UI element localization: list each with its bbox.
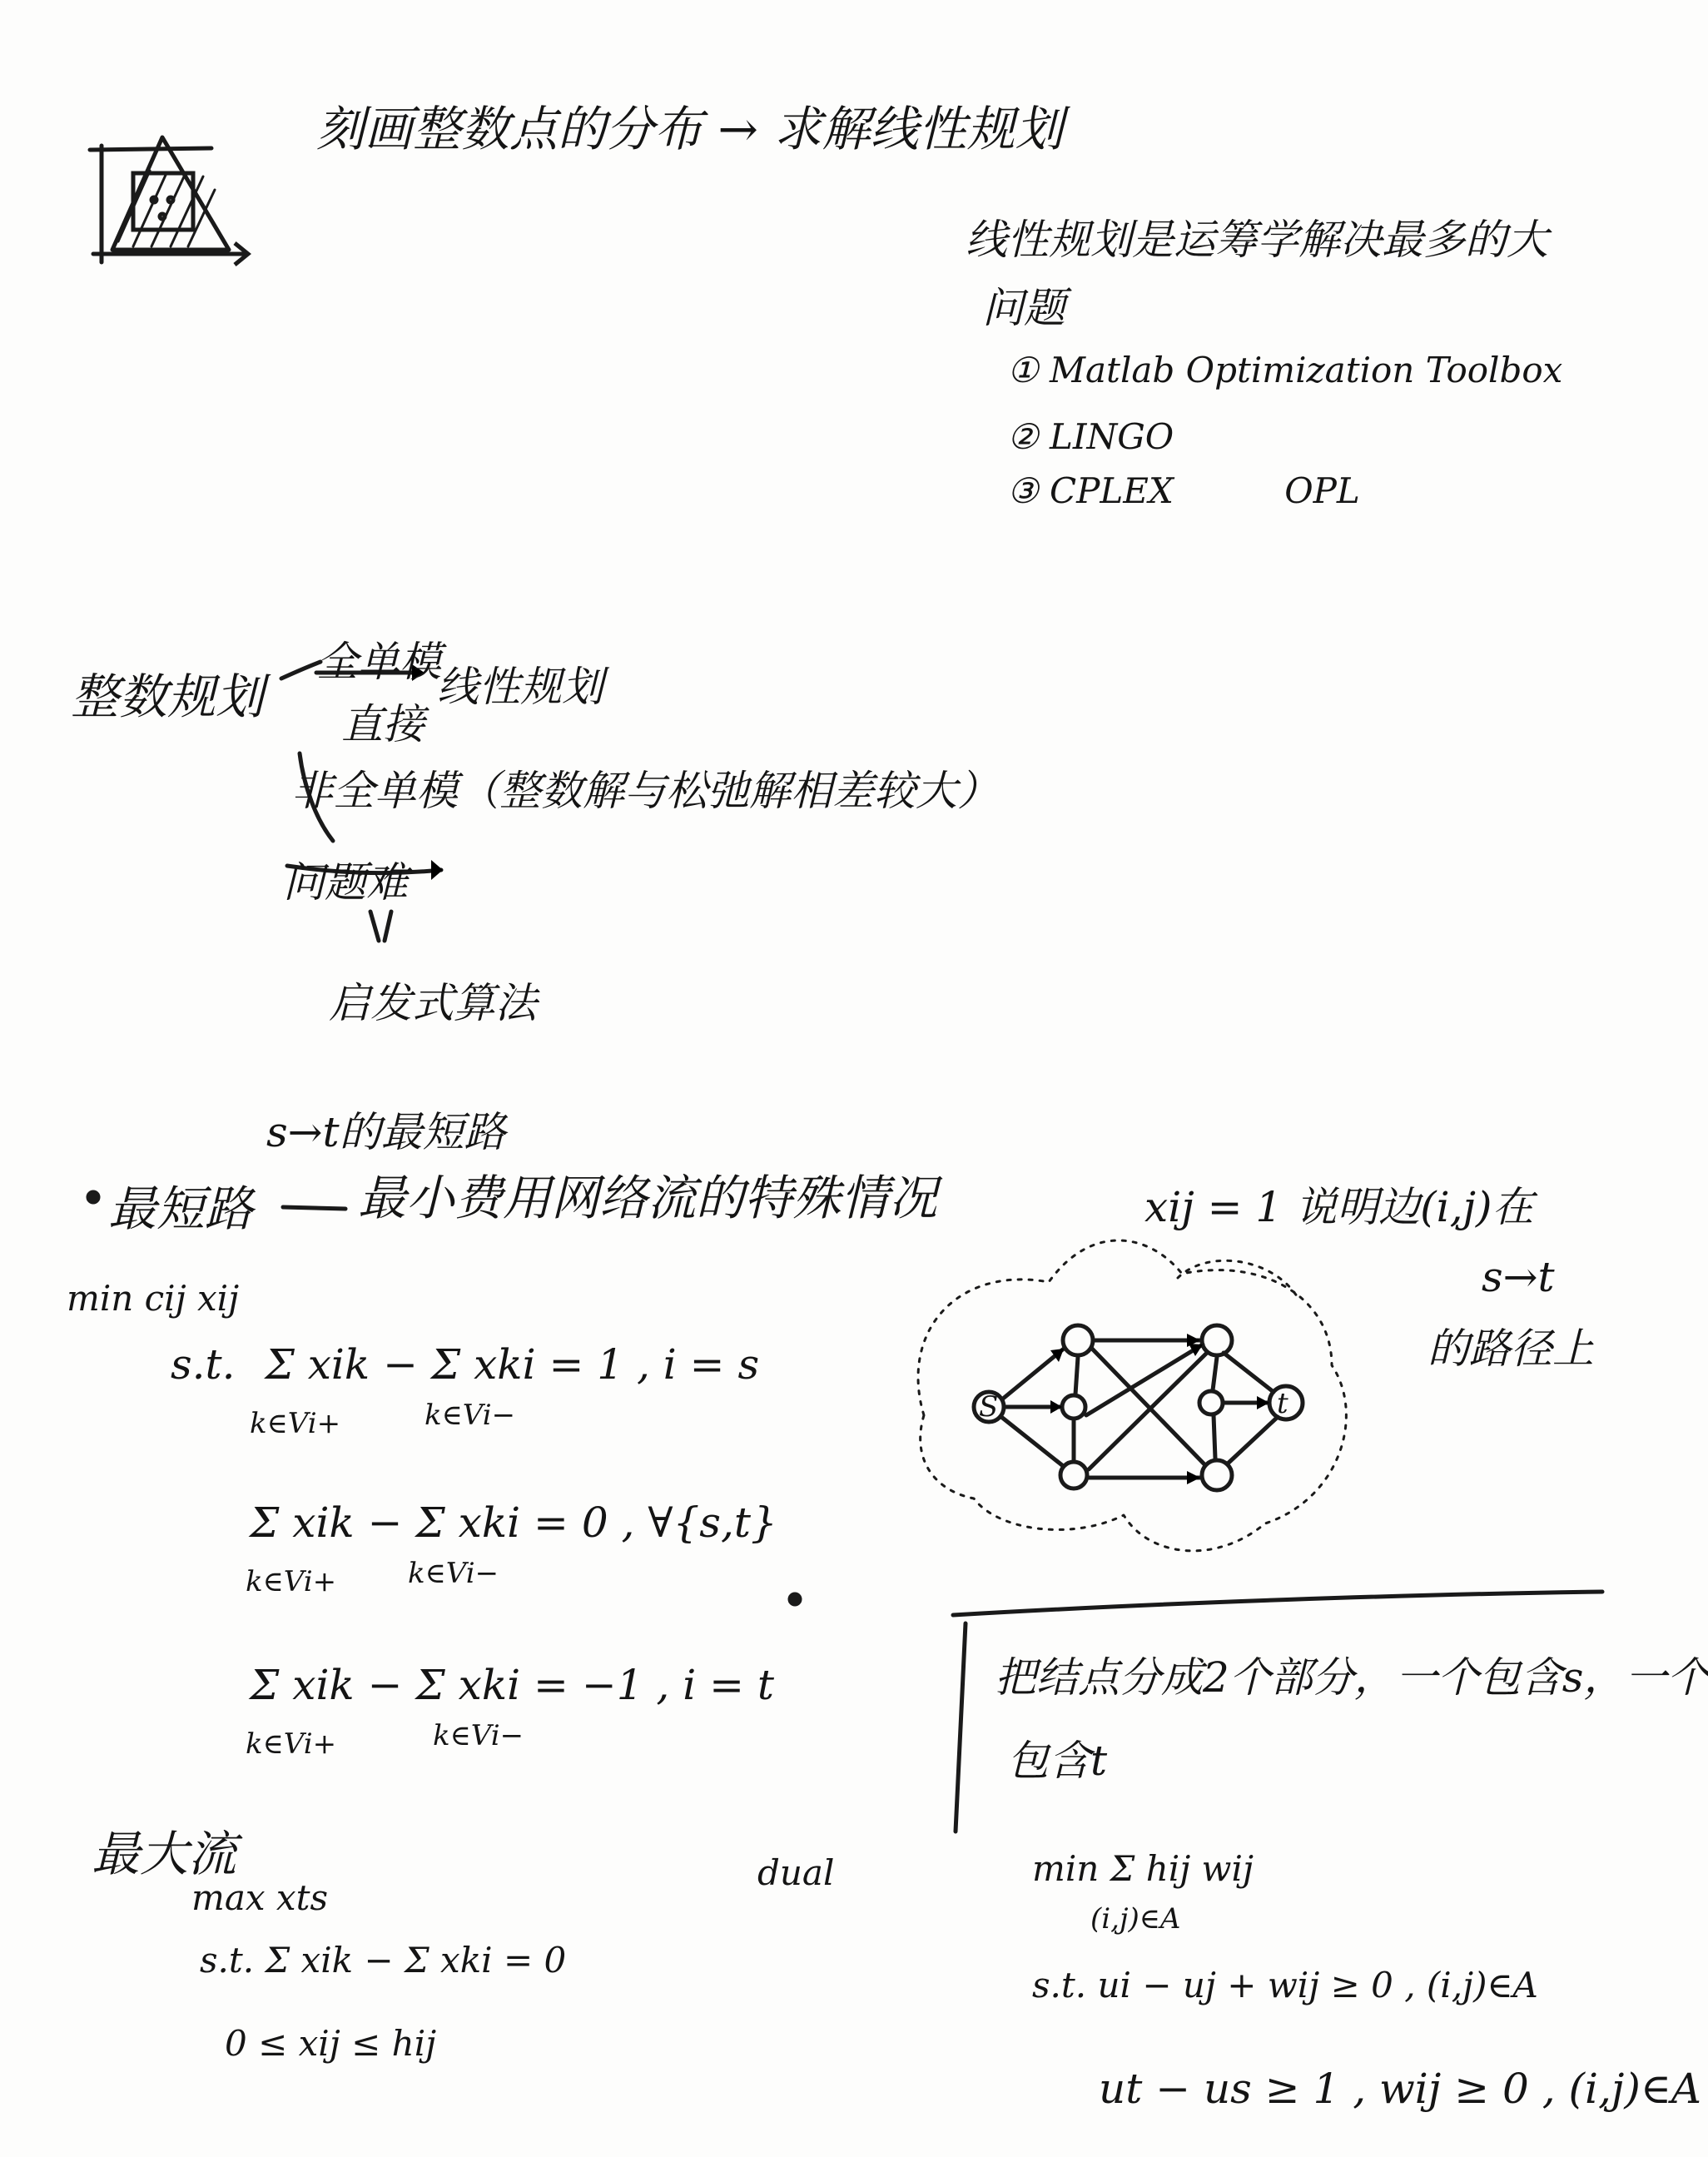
graph-node-s-label: S [979, 1390, 999, 1424]
tool-item-cplex [1007, 470, 1360, 511]
tool-extra: OPL [1284, 470, 1360, 511]
sp-c3-sub1: k∈Vi+ [246, 1727, 337, 1761]
tool-name: CPLEX [1050, 470, 1174, 511]
tool-item-matlab [1007, 350, 1562, 390]
tool-name: LINGO [1050, 416, 1174, 457]
sp-c1-sub2: k∈Vi− [425, 1399, 516, 1432]
xij-note-line1: xij = 1 说明边(i,j)在 [1144, 1183, 1534, 1231]
sp-title: 最短路 [108, 1180, 254, 1237]
sp-constraint-3: Σ xik − Σ xki = −1 , i = t [250, 1661, 774, 1709]
sp-c2-sub1: k∈Vi+ [246, 1565, 337, 1598]
feasible-region-sketch [90, 137, 248, 265]
xij-note-line3: 的路径上 [1427, 1325, 1594, 1373]
tool-number: ① [1007, 350, 1039, 390]
ip-arrow-target: 线性规划 [437, 663, 603, 711]
mf-constraint-2: 0 ≤ xij ≤ hij [225, 2023, 437, 2064]
sp-objective: min cij xij [67, 1278, 240, 1319]
sp-constraint-2: Σ xik − Σ xki = 0 , ∀{s,t} [250, 1498, 777, 1547]
cut-objective-sub: (i,j)∈A [1090, 1902, 1181, 1936]
tool-number: ③ [1007, 470, 1039, 511]
sp-c1-sub1: k∈Vi+ [250, 1407, 341, 1440]
cut-constraint-2: ut − us ≥ 1 , wij ≥ 0 , (i,j)∈A [1099, 2065, 1701, 2113]
sp-header: s→t的最短路 [266, 1108, 506, 1156]
cut-box-lines [953, 1592, 1602, 1831]
ip-hard-problem: 问题难 [283, 858, 408, 907]
ip-non-full-unimodular: 非全单模（整数解与松弛解相差较大） [291, 767, 999, 815]
cut-line1: 把结点分成2个部分，一个包含s，一个 [995, 1653, 1708, 1702]
ip-heuristic: 启发式算法 [329, 979, 537, 1027]
mf-objective: max xts [191, 1877, 329, 1918]
st-label: s.t. [171, 1340, 236, 1389]
sp-c2-sub2: k∈Vi− [408, 1557, 499, 1590]
sp-c3-sub2: k∈Vi− [433, 1719, 524, 1752]
ip-label: 整数规划 [71, 668, 265, 725]
mf-constraint-1: s.t. Σ xik − Σ xki = 0 [200, 1940, 567, 1981]
page-title: 刻画整数点的分布 → 求解线性规划 [316, 101, 1064, 157]
tool-item-lingo [1007, 416, 1174, 457]
sp-subtitle: 最小费用网络流的特殊情况 [358, 1170, 938, 1226]
tool-number: ② [1007, 416, 1039, 457]
lp-note-line1: 线性规划是运筹学解决最多的大 [966, 216, 1548, 264]
cut-constraint-1: s.t. ui − uj + wij ≥ 0 , (i,j)∈A [1032, 1965, 1538, 2005]
cut-line2: 包含t [1007, 1737, 1108, 1785]
tool-name: Matlab Optimization Toolbox [1050, 350, 1563, 390]
lp-note-line2: 问题 [982, 284, 1065, 332]
mf-dual: dual [757, 1852, 835, 1893]
cut-objective: min Σ hij wij [1032, 1848, 1254, 1889]
graph-node-t-label: t [1277, 1387, 1288, 1420]
ip-direct: 直接 [341, 700, 425, 748]
xij-note-line2: s→t [1482, 1253, 1555, 1301]
sp-constraint-1 [171, 1340, 759, 1389]
mf-title: 最大流 [92, 1826, 237, 1882]
ip-full-unimodular: 全单模 [316, 638, 441, 686]
constraint-expr: Σ xik − Σ xki = 1 , i = s [265, 1340, 760, 1389]
